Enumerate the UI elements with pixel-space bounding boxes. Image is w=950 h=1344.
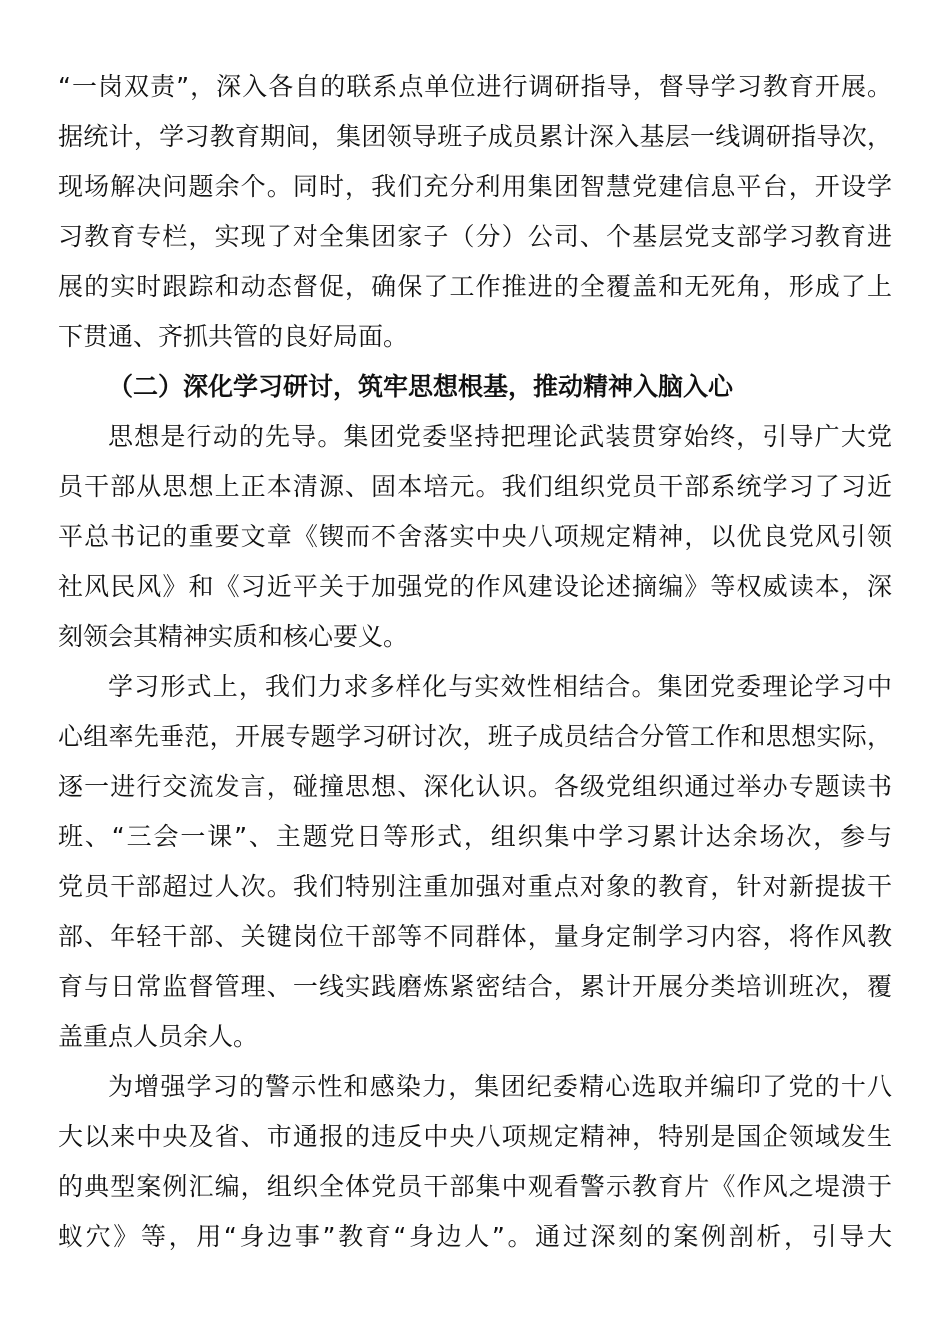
text-line: “一岗双责”，深入各自的联系点单位进行调研指导，督导学习教育开展。 [58,72,892,101]
text-line: 据统计，学习教育期间，集团领导班子成员累计深入基层一线调研指导次， [58,122,892,151]
text-line: 下贯通、齐抓共管的良好局面。 [58,322,409,351]
text-line: 平总书记的重要文章《锲而不舍落实中央八项规定精神，以优良党风引领 [58,522,892,551]
text-line: 学习形式上，我们力求多样化与实效性相结合。集团党委理论学习中 [108,672,892,701]
text-line: 的典型案例汇编，组织全体党员干部集中观看警示教育片《作风之堤溃于 [58,1172,892,1201]
text-line: 为增强学习的警示性和感染力，集团纪委精心选取并编印了党的十八 [108,1072,892,1101]
text-line: 心组率先垂范，开展专题学习研讨次，班子成员结合分管工作和思想实际， [58,722,892,751]
document-page [58,62,892,1262]
text-line: 育与日常监督管理、一线实践磨炼紧密结合，累计开展分类培训班次，覆 [58,972,892,1001]
section-heading: （二）深化学习研讨，筑牢思想根基，推动精神入脑入心 [108,372,734,401]
text-line: 盖重点人员余人。 [58,1022,259,1051]
text-line: 思想是行动的先导。集团党委坚持把理论武装贯穿始终，引导广大党 [108,422,892,451]
text-line: 蚁穴》等，用“身边事”教育“身边人”。通过深刻的案例剖析，引导大 [58,1222,892,1251]
text-line: 逐一进行交流发言，碰撞思想、深化认识。各级党组织通过举办专题读书 [58,772,892,801]
text-line: 员干部从思想上正本清源、固本培元。我们组织党员干部系统学习了习近 [58,472,892,501]
text-line: 部、年轻干部、关键岗位干部等不同群体，量身定制学习内容，将作风教 [58,922,892,951]
text-line: 党员干部超过人次。我们特别注重加强对重点对象的教育，针对新提拔干 [58,872,892,901]
text-line: 大以来中央及省、市通报的违反中央八项规定精神，特别是国企领域发生 [58,1122,892,1151]
text-line: 班、“三会一课”、主题党日等形式，组织集中学习累计达余场次，参与 [58,822,892,851]
text-line: 社风民风》和《习近平关于加强党的作风建设论述摘编》等权威读本，深 [58,572,892,601]
text-line: 习教育专栏，实现了对全集团家子（分）公司、个基层党支部学习教育进 [58,222,892,251]
text-line: 展的实时跟踪和动态督促，确保了工作推进的全覆盖和无死角，形成了上 [58,272,892,301]
text-line: 刻领会其精神实质和核心要义。 [58,622,409,651]
text-line: 现场解决问题余个。同时，我们充分利用集团智慧党建信息平台，开设学 [58,172,892,201]
